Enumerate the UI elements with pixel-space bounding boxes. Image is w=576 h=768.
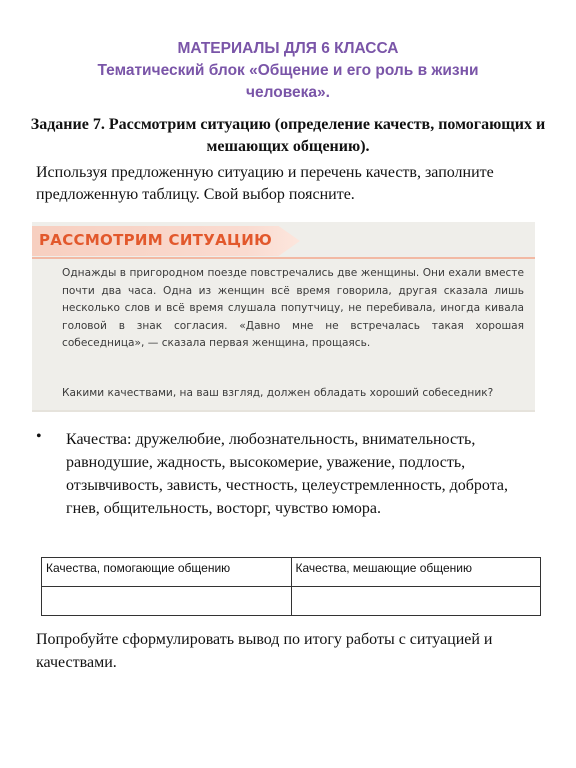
- situation-title: РАССМОТРИМ СИТУАЦИЮ: [39, 231, 272, 249]
- task-instructions: Используя предложенную ситуацию и перечень качеств, заполните предложенную таблицу. Свой выбор поясните.: [36, 164, 494, 203]
- qualities-text: Качества: дружелюбие, любознательность, внимательность, равнодушие, жадность, высокомерие, уважение, подлость, отзывчивость, зависть, честность, целеустремленность, доброта, гнев, общительность, восторг, чувство юмора.: [66, 431, 508, 517]
- header-block: [36, 38, 540, 104]
- table-header-row: [42, 558, 541, 587]
- table-row: [42, 587, 541, 616]
- situation-question: Какими качествами, на ваш взгляд, должен обладать хороший собеседник?: [62, 387, 494, 399]
- qualities-table: [41, 557, 541, 616]
- conclusion-prompt: Попробуйте сформулировать вывод по итогу работы с ситуацией и качествами.: [36, 631, 493, 671]
- situation-banner-underline: [32, 257, 535, 259]
- thematic-block-line2: человека».: [246, 84, 330, 101]
- bullet-marker: •: [36, 428, 42, 445]
- situation-box: [32, 222, 535, 412]
- thematic-block-heading: [36, 60, 540, 104]
- hindering-qualities-header: Качества, мешающие общению: [291, 558, 541, 587]
- helping-qualities-header: Качества, помогающие общению: [42, 558, 292, 587]
- task-title: Задание 7. Рассмотрим ситуацию (определение качеств, помогающих и мешающих общению).: [30, 116, 546, 155]
- hindering-qualities-cell[interactable]: [291, 587, 541, 616]
- thematic-block-line1: Тематический блок «Общение и его роль в жизни: [97, 62, 479, 79]
- helping-qualities-cell[interactable]: [42, 587, 292, 616]
- situation-text: Однажды в пригородном поезде повстречались две женщины. Они ехали вместе почти два часа. Одна из женщин всё время говорила, другая сказала лишь несколько слов и всё время слушала попутчицу, не перебивала, иногда кивала головой в знак согласия. «Давно мне не встречалась такая хорошая собеседница», — сказала первая женщина, прощаясь.: [62, 267, 524, 350]
- grade-heading: МАТЕРИАЛЫ ДЛЯ 6 КЛАССА: [177, 40, 399, 57]
